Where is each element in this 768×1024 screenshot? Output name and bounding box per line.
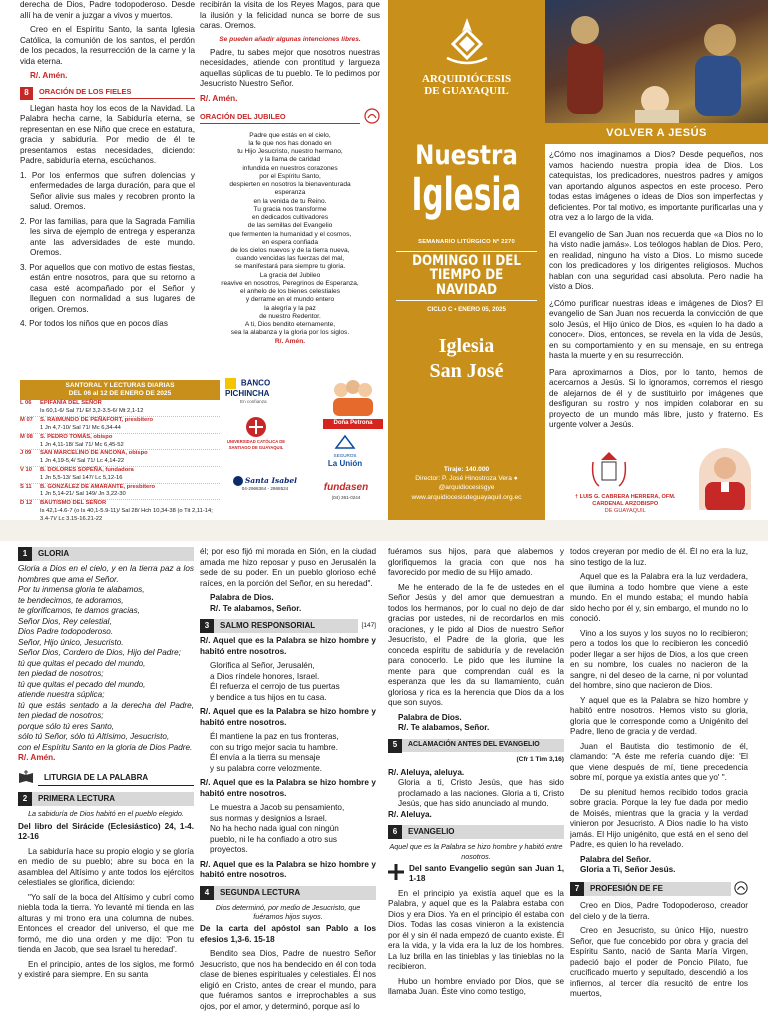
salmo-heading	[200, 619, 376, 633]
aclamacion-ref: (Cfr 1 Tim 3,16)	[516, 755, 564, 763]
jubileo-line: se manifestará para siempre tu gloria.	[234, 263, 346, 271]
salmo-stanza-2	[200, 732, 376, 774]
gloria-title: GLORIA	[32, 547, 194, 561]
jubileo-heading	[200, 108, 380, 128]
gloria-line: Dios Padre todopoderoso.	[18, 627, 114, 637]
jubileo-line: y la llama de caridad	[259, 156, 321, 164]
santoral-saint: S. RAIMUNDO DE PEÑAFORT, presbítero	[40, 417, 154, 424]
bottom-column-2	[200, 547, 376, 1022]
ucsg-logo: UNIVERSIDAD CATÓLICA DE SANTIAGO DE GUAYAQUIL	[225, 416, 287, 450]
aleluya-2: R/. Aleluya.	[388, 809, 432, 819]
bottom-column-3	[388, 547, 564, 1022]
editorial-paragraph: Para aproximarnos a Dios, por lo tanto, hemos de acercarnos a Jesús. Si lo ignoramos, corremos el riesgo de alejarnos de él y de sustituirlo por imágenes que desfiguran su rostro y nos impiden colaborar en su proyecto de un mundo más libre, justo y fraterno. Es urgente volver a Jesús.	[549, 367, 763, 429]
fieles-heading	[20, 87, 195, 100]
fieles-item: 3. Por aquellos que con motivo de estas fiestas, están entre nosotros, para que su retorno a casa esté acompañado por el Señor y lleguen con normalidad a sus lugares de origen. Oremos.	[20, 262, 195, 314]
salmo-line: Él refuerza el cerrojo de tus puertas	[210, 682, 340, 692]
jubileo-title: ORACIÓN DEL JUBILEO	[200, 112, 360, 123]
salmo-line: con su trigo mejor sacia tu hambre.	[210, 742, 338, 752]
salmo-line: Glorifica al Señor, Jerusalén,	[210, 661, 315, 671]
santoral-readings: 1 Jn 5,14-21/ Sal 149/ Jn 3,22-30	[40, 491, 126, 498]
santoral-day: S 11	[20, 483, 32, 490]
santoral-readings: 1 Jn 4,11-18/ Sal 71/ Mc 6,45-52	[40, 441, 124, 448]
liturgia-heading	[18, 770, 194, 788]
banco-pichincha-logo: BANCO PICHINCHA En confianza	[225, 378, 271, 405]
santoral-readings: Is 60,1-6/ Sal 71/ Ef 3,2-3.5-6/ Mt 2,1-12	[40, 408, 144, 415]
jubileo-line: de las semillas del Evangelio	[247, 222, 333, 230]
lectura2-title: SEGUNDA LECTURA	[214, 886, 376, 900]
aleluya: R/. Aleluya, aleluya.	[388, 767, 465, 777]
liturgy-sheet	[0, 541, 768, 1024]
salmo-line: Él envía a la tierra su mensaje	[210, 753, 321, 763]
imprint	[388, 465, 545, 502]
fe-number: 7	[570, 882, 584, 896]
jubileo-line: la fe que nos has donado en	[248, 139, 332, 147]
bible-icon	[18, 770, 34, 788]
jubileo-line: reavive en nosotros, Peregrinos de Esperanza,	[221, 279, 359, 287]
gloria-line: Señor Dios, Cordero de Dios, Hijo del Padre;	[18, 648, 181, 658]
salmo-line: Él mantiene la paz en tus fronteras,	[210, 732, 339, 742]
bottom-column-4	[570, 547, 748, 1022]
gloria-line: Señor Dios, Rey celestial,	[18, 616, 112, 626]
santoral-box	[20, 380, 220, 520]
salmo-line: y bendice a tus hijos en tu casa.	[210, 692, 327, 702]
liturgia-title: LITURGIA DE LA PALABRA	[38, 771, 194, 786]
santoral-row	[20, 500, 220, 520]
fieles-item-continued: recibirán la visita de los Reyes Magos, para que la ilusión y la felicidad nunca se borre de sus caras. Oremos.	[200, 0, 380, 30]
jubileo-line: tu Hijo Jesucristo, nuestro hermano,	[237, 148, 343, 156]
fe-title: PROFESIÓN DE FE	[584, 882, 731, 896]
lectura2-reference: De la carta del apóstol san Pablo a los efesios 1,3-6. 15-18	[200, 924, 376, 944]
gloria-line: con el Espíritu Santo en la gloria de Dios Padre.	[18, 742, 193, 752]
jubileo-line: infundida en nuestros corazones	[242, 164, 338, 172]
arquidiocesis-name: ARQUIDIÓCESIS DE GUAYAQUIL	[421, 73, 512, 97]
santoral-readings: Is 42,1-4.6-7 (o Is 40,1-5.9-11)/ Sal 28/ Hch 10,34-38 (o Tit 2,11-14; 3,4-7)/ Lc 3,15-16.21-22	[40, 508, 213, 520]
salmo-line: pueblo, ni le ha confiado a otro sus	[210, 834, 337, 844]
evangelio-antiphon: Aquel que es la Palabra se hizo hombre y habitó entre nosotros.	[389, 842, 563, 861]
jubileo-line: esperanza	[274, 189, 306, 197]
fieles-number: 8	[20, 87, 33, 100]
fieles-amen: R/. Amén.	[200, 93, 238, 103]
ucsg-crest-icon	[245, 416, 267, 438]
fieles-intro: Llegan hasta hoy los ecos de la Navidad. La Palabra hecha carne, la Sabiduría eterna, se representan en ese Niño que crece en estatura, gracia y sabiduría. Por medio de él te presentamos estas necesidades, diciendo: Padre, sabiduría eterna, escúchanos.	[20, 103, 195, 165]
gloria-line: Señor, Hijo único, Jesucristo.	[18, 637, 124, 647]
lectura1-paragraph: "Yo salí de la boca del Altísimo y cubrí como niebla toda la tierra. Yo levanté mi tienda en las alturas y mi trono era una columna de nubes. Entonces el creador del universo, el que me formó, me dio una orden y me dijo: 'Pon tu tienda en Jacob, que sea Israel tu heredad'.	[18, 892, 194, 955]
santa-isabel-icon	[233, 476, 243, 486]
salmo-line: a Dios ríndele honores, Israel.	[210, 671, 320, 681]
evangelio-heading	[388, 825, 564, 839]
lectura1-number: 2	[18, 792, 32, 806]
palabra-de-dios: Palabra de Dios.	[398, 712, 462, 722]
gloria-line: sólo tú Señor, sólo tú Altísimo, Jesucristo,	[18, 732, 170, 742]
jubileo-line: de nuestro Redentor.	[259, 312, 321, 320]
lectura1-reference: Del libro del Sirácide (Eclesiástico) 24, 1-4. 12-16	[18, 821, 194, 842]
salmo-stanza-3	[200, 803, 376, 856]
dona-petrona-logo: Doña Petrona	[323, 376, 383, 431]
santoral-day: M 07	[20, 417, 33, 424]
domingo-block: DOMINGO II DEL TIEMPO DE NAVIDAD	[396, 251, 537, 301]
gloria-line: porque sólo tú eres Santo,	[18, 721, 115, 731]
gloria-a-ti: Gloria a Ti, Señor Jesús.	[580, 865, 676, 874]
page-gap	[0, 520, 768, 541]
jubileo-line: cuando vencidas las fuerzas del mal,	[235, 255, 345, 263]
fieles-item: 1. Por los enfermos que sufren dolencias y enfermedades de larga duración, para que el Señor alivie sus males y recobren pronto la salud. Oremos.	[20, 170, 195, 211]
santoral-saint: BAUTISMO DEL SEÑOR	[40, 500, 107, 507]
gloria-line: tú que estás sentado a la derecha del Padre, ten piedad de nosotros;	[18, 700, 194, 721]
santoral-subtitle: DEL 06 al 12 DE ENERO DE 2025	[68, 390, 172, 398]
jubileo-emblem-icon	[364, 108, 380, 128]
santoral-rows	[20, 400, 220, 520]
santoral-readings: 1 Jn 4,7-10/ Sal 71/ Mc 6,34-44	[40, 424, 121, 431]
fe-paragraph: Creo en Dios, Padre Todopoderoso, creador del cielo y de la tierra.	[570, 901, 748, 921]
salmo-stanza-1	[200, 661, 376, 703]
jubileo-line: por el Espíritu Santo,	[259, 172, 321, 180]
santoral-readings: 1 Jn 5,5-13/ Sal 147/ Lc 5,12-16	[40, 474, 123, 481]
creed-end: derecha de Dios, Padre todopoderoso. Desde allí ha de venir a juzgar a vivos y muertos.	[20, 0, 195, 20]
salmo-line: sus normas y designios a Israel.	[210, 813, 327, 823]
editorial-title: VOLVER A JESÚS	[545, 123, 768, 144]
santoral-saint: S. PEDRO TOMÁS, obispo	[40, 433, 113, 440]
santoral-day: J 09	[20, 450, 32, 457]
salmo-number: 3	[200, 619, 214, 633]
evangelio-continued: De su plenitud hemos recibido todos gracia sobre gracia. Porque la ley fue dada por medio de Moisés, mientras que la gracia y la verdad vinieron por Jesucristo. A Dios nadie lo ha visto jamás. El Hijo unigénito, que está en el seno del Padre, es quien lo ha revelado.	[570, 787, 748, 849]
evangelio-continued: Aquel que es la Palabra era la luz verdadera, que ilumina a todo hombre que viene a este mundo. En el mundo estaba; el mundo había sido hecho por él y, sin embargo, el mundo no lo conoció.	[570, 572, 748, 623]
lectura2-antiphon: Dios determinó, por medio de Jesucristo, que fuéramos hijos suyos.	[215, 902, 361, 922]
jubileo-line: en la venida de tu Reino.	[253, 197, 327, 205]
santoral-row	[20, 400, 220, 417]
arquidiocesis-emblem-icon	[439, 14, 495, 70]
fieles-item: 4. Por todos los niños que en pocos días	[20, 319, 168, 328]
salmo-ref: [147]	[361, 621, 376, 629]
santoral-title: SANTORAL Y LECTURAS DIARIAS	[65, 382, 175, 389]
jubileo-line: Padre que estás en el cielo,	[249, 131, 331, 139]
jubileo-line: el anhelo de los bienes celestiales	[239, 288, 341, 296]
jubileo-prayer	[200, 132, 380, 338]
lectura2-continued: fuéramos sus hijos, para que alabemos y glorifiquemos la gracia con que nos ha favorecido por medio de su Hijo amado.	[388, 547, 564, 577]
masthead-nuestra: Nuestra	[415, 141, 518, 171]
fieles-closing: Padre, tu sabes mejor que nosotros nuestras necesidades, atiende con prontitud y largueza aquellas súplicas de tu pueblo. Te lo pedimos por Jesucristo Nuestro Señor.	[200, 47, 380, 89]
evangelio-paragraph: En el principio ya existía aquel que es la Palabra, y aquel que es la Palabra estaba con Dios y era Dios. Ya en el principio él estaba con Dios. Todas las cosas vinieron a la existencia por él y sin él nada empezó de cuanto existe. Él era la vida, y la vida era la luz de los hombres. La luz brilla en las tinieblas y las tinieblas no la recibieron.	[388, 888, 564, 972]
la-union-icon	[334, 434, 356, 450]
bottom-column-1	[18, 547, 194, 1022]
social-handle[interactable]: @arquidiocesisgye	[438, 484, 495, 492]
parish-name: Iglesia San José	[429, 334, 504, 382]
evangelio-paragraph: Hubo un hombre enviado por Dios, que se llamaba Juan. Éste vino como testigo,	[388, 976, 564, 997]
director: Director: P. José Hinostroza Vera	[415, 475, 512, 483]
gloria-line: ten piedad de nosotros;	[18, 669, 104, 679]
aclamacion-heading	[388, 739, 564, 753]
salmo-line: No ha hecho nada igual con ningún	[210, 824, 339, 834]
lectura2-paragraph: Bendito sea Dios, Padre de nuestro Señor Jesucristo, que nos ha bendecido en él con toda clase de bienes espirituales y celestiales. Él nos eligió en Cristo, antes de crear el mundo, para que fuéramos santos e irreprochables a sus ojos, por el amor, y determinó, porque así lo	[200, 949, 376, 1011]
creed-amen: R/. Amén.	[30, 71, 68, 80]
evangelio-number: 6	[388, 825, 402, 839]
santoral-day: D 12	[20, 500, 33, 507]
evangelio-reference-row	[388, 864, 564, 885]
santoral-saint: B. DOLORES SOPEÑA, fundadora	[40, 466, 134, 473]
santoral-readings: 1 Jn 4,19-5,4/ Sal 71/ Lc 4,14-22	[40, 458, 125, 465]
salmo-line: y su palabra corre velozmente.	[210, 763, 322, 773]
salmo-line: proyectos.	[210, 845, 248, 855]
santoral-row	[20, 467, 220, 484]
fieles-item: 2. Por las familias, para que la Sagrada Familia les sirva de ejemplo de entrega y esperanza ante las adversidades de este mundo. Oremos.	[20, 216, 195, 257]
lectura1-title: PRIMERA LECTURA	[32, 792, 194, 806]
santoral-saint: EPIFANÍA DEL SEÑOR	[40, 400, 102, 407]
santoral-day: M 08	[20, 433, 33, 440]
bishop-signature	[549, 446, 763, 516]
gloria-line: te bendecimos, te adoramos,	[18, 595, 124, 605]
gloria-line: tú que quitas el pecado del mundo,	[18, 679, 146, 689]
bishop-photo	[699, 448, 751, 510]
santoral-day: V 10	[20, 466, 32, 473]
fe-paragraph: Creo en Jesucristo, su único Hijo, nuestro Señor, que fue concebido por obra y gracia del Espíritu Santo, nació de Santa María Virgen, padeció bajo el poder de Poncio Pilato, fue crucificado muerto y sepultado, descendió a los infiernos, al tercer día resucitó de entre los muertos,	[570, 926, 748, 998]
masthead-panel	[388, 0, 545, 520]
evangelio-continued: todos creyeran por medio de él. Él no era la luz, sino testigo de la luz.	[570, 547, 748, 567]
website[interactable]: www.arquidiocesisdeguayaquil.org.ec	[411, 493, 522, 501]
salmo-response: R/. Aquel que es la Palabra se hizo hombre y habitó entre nosotros.	[200, 859, 376, 880]
lectura1-antiphon: La sabiduría de Dios habitó en el pueblo elegido.	[28, 809, 184, 819]
jubileo-line: despierten en nosotros la bienaventurada	[229, 181, 351, 189]
holy-family-painting	[545, 0, 768, 143]
lectura1-heading	[18, 792, 194, 806]
sponsors-area	[225, 376, 385, 516]
cardinal-coat-of-arms-icon	[589, 450, 629, 490]
jubileo-line: A ti, Dios bendito eternamente,	[244, 321, 336, 329]
te-alabamos: R/. Te alabamos, Señor.	[398, 723, 490, 732]
fieles-note: Se pueden añadir algunas intenciones libres.	[219, 35, 361, 43]
jubileo-line: y derrame en el mundo entero	[245, 296, 335, 304]
gloria-line: te glorificamos, te damos gracias,	[18, 606, 140, 616]
aclamacion-number: 5	[388, 739, 402, 753]
evangelio-continued: Juan el Bautista dio testimonio de él, clamando: "A éste me refería cuando dije: 'El que viene después de mí, tiene precedencia sobre mí, porque ya existía antes que yo' ".	[570, 741, 748, 782]
jubileo-line: La gracia del Jubileo	[259, 271, 321, 279]
salmo-line: Le muestra a Jacob su pensamiento,	[210, 803, 345, 813]
gloria-text	[18, 564, 194, 753]
bishop-caption: † LUIS G. CABRERA HERRERA, OFM. CARDENAL ARZOBISPO DE GUAYAQUIL	[575, 494, 676, 514]
aclamacion-text: Gloria a ti, Cristo Jesús, que has sido proclamado a las naciones. Gloria a ti, Cristo Jesús, que has sido anunciado al mundo.	[398, 778, 564, 809]
santoral-row	[20, 484, 220, 501]
editorial-paragraph: ¿Cómo purificar nuestras ideas e imágenes de Dios? El evangelio de San Juan nos recuerda la convicción de que solo Jesús, el Hijo único de Dios, es «quien lo ha dado a conocer». Dios, entonces, se revela en la vida de Jesús, en su comportamiento y en su mensaje, en su entrega hasta la muerte y en su resurrección.	[549, 298, 763, 360]
lectura1-paragraph: La sabiduría hace su propio elogio y se gloría en medio de su pueblo; abre su boca en la asamblea del Altísimo y ante todos los ejércitos celestiales se glorifica, diciendo:	[18, 846, 194, 888]
aclamacion-title: ACLAMACIÓN ANTES DEL EVANGELIO	[402, 739, 564, 752]
jubileo-line: de los cielos nuevos y de la tierra nueva,	[230, 247, 350, 255]
semanario-number: SEMANARIO LITÚRGICO Nº 2270	[418, 239, 515, 246]
gloria-line: atiende nuestra súplica;	[18, 690, 105, 700]
editorial-column	[545, 0, 768, 520]
lectura1-paragraph: En el principio, antes de los siglos, me formó y existiré para siempre. En su santa	[18, 959, 194, 980]
fieles-title: ORACIÓN DE LOS FIELES	[39, 87, 195, 98]
lectura2-continued: Me he enterado de la fe de ustedes en el Señor Jesús y del amor que demuestran a todos los hermanos, por lo cual no dejo de dar gracias por ustedes, ni de recordarlos en mis oraciones, y le pido al Dios de nuestro Señor Jesucristo, el Padre de la gloria, que les conceda espíritu de sabiduría y de revelación para conocerlo. Le pido que les ilumine la mente para que comprendan cuál es la esperanza que les da su llamamiento, cuán gloriosa y rica es la herencia que Dios da a los que son suyos.	[388, 582, 564, 707]
gloria-number: 1	[18, 547, 32, 561]
evangelio-reference: Del santo Evangelio según san Juan 1, 1-18	[409, 863, 564, 884]
la-union-logo: SEGUROS La Unión	[315, 434, 375, 470]
santoral-heading	[20, 380, 220, 400]
creed-spirit: Creo en el Espíritu Santo, la santa Iglesia Católica, la comunión de los santos, el perdón de los pecados, la resurrección de la carne y la vida eterna.	[20, 25, 195, 66]
salmo-response: R/. Aquel que es la Palabra se hizo hombre y habitó entre nosotros.	[200, 778, 376, 798]
te-alabamos: R/. Te alabamos, Señor.	[210, 603, 302, 613]
fieles-list	[20, 171, 195, 330]
top-column-2	[200, 0, 380, 376]
jubileo-line: la alegría y la paz	[264, 304, 316, 312]
jubileo-line: en dedicados cultivadores	[251, 214, 329, 222]
jubileo-emblem-icon	[734, 881, 748, 899]
lectura1-continued: él; por eso fijó mi morada en Sión, en la ciudad amada me hizo reposar y puso en Jerusalén la sede de su poder. En un pueblo glorioso eché raíces, en la porción del Señor, en su heredad".	[200, 547, 376, 588]
gloria-line: tú que quitas el pecado del mundo,	[18, 658, 146, 668]
gloria-line: Por tu inmensa gloria te alabamos,	[18, 585, 145, 595]
jubileo-line: sea la alabanza y la gloria por los siglos.	[230, 329, 350, 337]
editorial-paragraph: El evangelio de San Juan nos recuerda que «a Dios no lo ha visto nadie jamás». Los teólogos hablan de Dios. Pero, en realidad, ninguno ha visto a Dios. Lo mismo sucede con los predicadores y los dirigentes religiosos. Muchos hablan con una seguridad casi absoluta. Pero nadie ha visto a Dios.	[549, 229, 763, 291]
evangelio-continued: Y aquel que es la Palabra se hizo hombre y habitó entre nosotros. Hemos visto su gloria, gloria que le corresponde como a Unigénito del Padre, lleno de gracia y de verdad.	[570, 695, 748, 736]
gloria-line: Gloria a Dios en el cielo, y en la tierra paz a los hombres que ama el Señor.	[18, 564, 194, 584]
salmo-title: SALMO RESPONSORIAL	[214, 619, 358, 633]
palabra-del-senor: Palabra del Señor.	[580, 854, 651, 864]
fe-heading	[570, 881, 748, 899]
santoral-saint: B. GONZÁLEZ DE AMARANTE, presbítero	[40, 483, 156, 490]
salmo-response: R/. Aquel que es la Palabra se hizo hombre y habitó entre nosotros.	[200, 636, 376, 656]
editorial-body	[549, 150, 763, 437]
editorial-paragraph: ¿Cómo nos imaginamos a Dios? Desde pequeños, nos vamos haciendo nuestra propia idea de Dios. Los catequistas, los predicadores, nuestros padres y amigos van aportando algunos aspectos en este proceso. Pero todas estas imágenes o ideas de Dios son imperfectas y deficientes. Por tal motivo, es importante purificarlas una y otra vez a lo largo de la vida.	[549, 150, 763, 222]
gloria-amen: R/. Amén.	[18, 753, 56, 763]
santoral-day: L 06	[20, 400, 32, 407]
fundasen-logo: fundasen (04) 361-0244	[323, 482, 369, 500]
jubileo-line: Tu gracia nos transforme	[253, 205, 327, 213]
top-column-1	[20, 0, 195, 376]
santoral-saint: SAN MARCELINO DE ANCONA, obispo	[40, 450, 148, 457]
evangelio-continued: Vino a los suyos y los suyos no lo recibieron; pero a todos los que lo recibieron les concedió poder llegar a ser hijos de Dios, a los que creen en su nombre, los cuales no nacieron de la sangre, ni del deseo de la carne, ni por voluntad del hombre, sino que nacieron de Dios.	[570, 628, 748, 690]
lectura2-heading	[200, 886, 376, 900]
santoral-row	[20, 450, 220, 467]
jubileo-line: en espera confiada	[261, 238, 319, 246]
jubileo-line: que fermenten la humanidad y el cosmos,	[228, 230, 352, 238]
evangelio-title: EVANGELIO	[402, 825, 564, 839]
banco-logo-icon	[225, 378, 236, 389]
gloria-heading	[18, 547, 194, 561]
jubileo-amen: R/. Amén.	[274, 337, 306, 345]
social-icon: ●	[513, 475, 518, 483]
tiraje: Tiraje: 140.000	[443, 466, 490, 473]
salmo-response: R/. Aquel que es la Palabra se hizo hombre y habitó entre nosotros.	[200, 707, 376, 727]
palabra-de-dios: Palabra de Dios.	[210, 593, 274, 602]
lectura2-number: 4	[200, 886, 214, 900]
masthead-iglesia: Iglesia	[411, 169, 522, 222]
santa-isabel-logo: Santa Isabel 04-2968364 - 2968524	[225, 476, 305, 492]
santoral-row	[20, 434, 220, 451]
santoral-row	[20, 417, 220, 434]
cross-icon	[388, 864, 404, 884]
family-icon	[327, 376, 379, 420]
ciclo-date: CICLO C • ENERO 05, 2025	[427, 305, 506, 313]
